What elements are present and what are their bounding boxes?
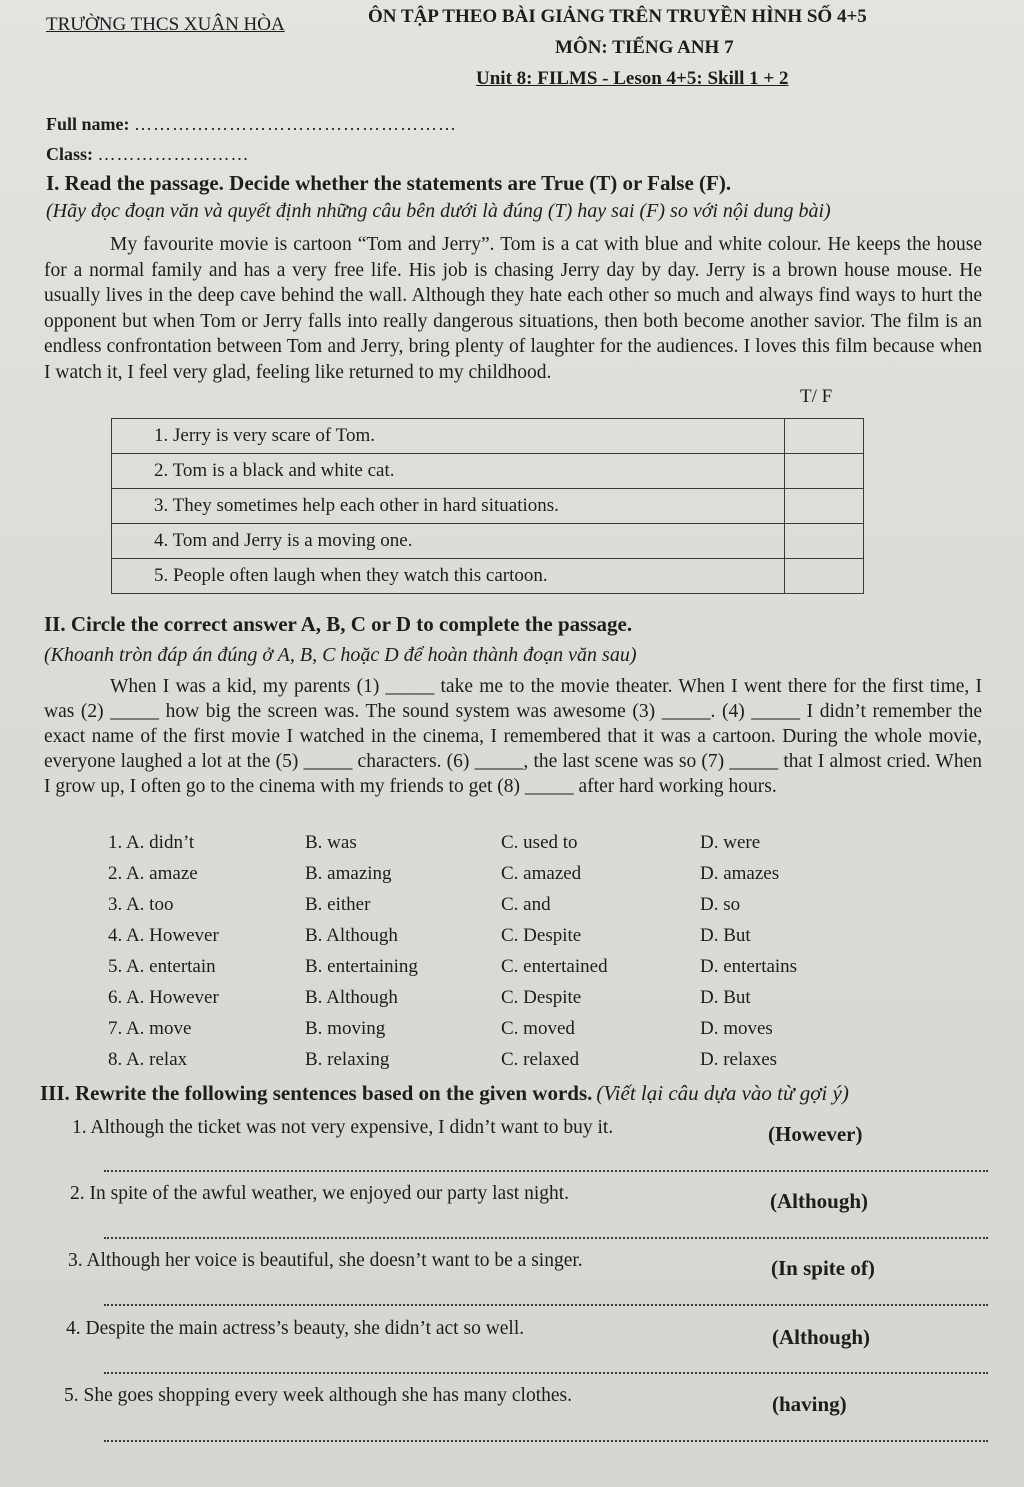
option-4c[interactable]: C. Despite [501, 925, 582, 946]
option-6b[interactable]: B. Although [305, 987, 398, 1008]
option-1b[interactable]: B. was [305, 832, 357, 853]
class-blank[interactable]: …………………… [97, 144, 250, 164]
option-7d[interactable]: D. moves [700, 1018, 773, 1039]
table-row [112, 489, 864, 524]
option-2c[interactable]: C. amazed [501, 863, 582, 884]
option-1d[interactable]: D. were [700, 832, 761, 853]
rewrite-sentence: 4. Despite the main actress’s beauty, she didn’t act so well. [66, 1318, 525, 1339]
statement-cell: 5. People often laugh when they watch this cartoon. [112, 559, 785, 594]
table-row [112, 454, 864, 489]
statement-cell: 1. Jerry is very scare of Tom. [112, 419, 785, 454]
option-2d[interactable]: D. amazes [700, 863, 780, 884]
full-name-blank[interactable]: …………………………………………… [134, 114, 457, 134]
option-5a[interactable]: 5. A. entertain [108, 956, 216, 977]
full-name-label: Full name: [46, 114, 130, 134]
table-row [112, 419, 864, 454]
answer-line[interactable] [104, 1170, 988, 1172]
class-field[interactable] [46, 144, 250, 165]
statement-cell: 2. Tom is a black and white cat. [112, 454, 785, 489]
rewrite-sentence: 3. Although her voice is beautiful, she doesn’t want to be a singer. [68, 1250, 583, 1271]
option-3a[interactable]: 3. A. too [108, 894, 174, 915]
rewrite-keyword: (However) [768, 1122, 863, 1146]
option-6a[interactable]: 6. A. However [108, 987, 219, 1008]
option-8d[interactable]: D. relaxes [700, 1049, 778, 1070]
section-3-instruction: (Viết lại câu dựa vào từ gợi ý) [596, 1081, 849, 1105]
option-2a[interactable]: 2. A. amaze [108, 863, 198, 884]
section-2-passage: When I was a kid, my parents (1) _____ take me to the movie theater. When I went there for the first time, I was (2) _____ how big the screen was. The sound system was awesome (3) _____. (4) _____ I didn’t remember the exact name of the first movie I watched in the cinema, I remembered that it was a cartoon. During the whole movie, everyone laughed a lot at the (5) _____ characters. (6) _____, the last scene was so (7) _____ that I almost cried. When I grow up, I often go to the cinema with my friends to get (8) _____ after hard working hours. [44, 676, 982, 797]
answer-cell[interactable] [785, 419, 864, 454]
rewrite-sentence: 2. In spite of the awful weather, we enjoyed our party last night. [70, 1183, 570, 1204]
section-3-heading: III. Rewrite the following sentences based on the given words. [40, 1081, 593, 1105]
table-row [112, 559, 864, 594]
option-6c[interactable]: C. Despite [501, 987, 582, 1008]
option-5c[interactable]: C. entertained [501, 956, 608, 977]
option-5d[interactable]: D. entertains [700, 956, 798, 977]
section-1-instruction: (Hãy đọc đoạn văn và quyết định những câu bên dưới là đúng (T) hay sai (F) so với nội dung bài) [46, 200, 831, 222]
rewrite-keyword: (In spite of) [771, 1256, 875, 1280]
option-8a[interactable]: 8. A. relax [108, 1049, 188, 1070]
answer-cell[interactable] [785, 489, 864, 524]
class-label: Class: [46, 144, 94, 164]
answer-cell[interactable] [785, 454, 864, 489]
rewrite-keyword: (Although) [772, 1325, 871, 1349]
option-8b[interactable]: B. relaxing [305, 1049, 390, 1070]
option-1a[interactable]: 1. A. didn’t [108, 832, 195, 853]
school-name: TRƯỜNG THCS XUÂN HÒA [46, 14, 285, 35]
option-8c[interactable]: C. relaxed [501, 1049, 580, 1070]
table-row [112, 524, 864, 559]
option-4b[interactable]: B. Although [305, 925, 398, 946]
subject-line: MÔN: TIẾNG ANH 7 [555, 37, 734, 58]
statement-cell: 3. They sometimes help each other in hard situations. [112, 489, 785, 524]
option-4d[interactable]: D. But [700, 925, 751, 946]
worksheet-title: ÔN TẬP THEO BÀI GIẢNG TRÊN TRUYỀN HÌNH SỐ 4+5 [368, 6, 867, 27]
answer-line[interactable] [104, 1237, 988, 1239]
option-7c[interactable]: C. moved [501, 1018, 575, 1039]
option-7b[interactable]: B. moving [305, 1018, 386, 1039]
option-5b[interactable]: B. entertaining [305, 956, 418, 977]
answer-line[interactable] [104, 1440, 988, 1442]
option-3d[interactable]: D. so [700, 894, 741, 915]
true-false-table [111, 418, 864, 594]
full-name-field[interactable] [46, 114, 457, 135]
answer-line[interactable] [104, 1372, 988, 1374]
section-2-heading: II. Circle the correct answer A, B, C or D to complete the passage. [44, 612, 633, 636]
option-3b[interactable]: B. either [305, 894, 371, 915]
option-1c[interactable]: C. used to [501, 832, 578, 853]
tf-column-label: T/ F [800, 386, 833, 407]
answer-cell[interactable] [785, 559, 864, 594]
answer-cell[interactable] [785, 524, 864, 559]
rewrite-sentence: 1. Although the ticket was not very expensive, I didn’t want to buy it. [72, 1117, 614, 1138]
answer-line[interactable] [104, 1304, 988, 1306]
option-7a[interactable]: 7. A. move [108, 1018, 192, 1039]
unit-line: Unit 8: FILMS - Leson 4+5: Skill 1 + 2 [476, 68, 789, 89]
section-1-passage: My favourite movie is cartoon “Tom and Jerry”. Tom is a cat with blue and white colour. He keeps the house for a normal family and has a very free life. His job is chasing Jerry day by day. Jerry is a brown house mouse. He usually lives in the deep cave behind the wall. Although they hate each other so much and always find ways to hurt the opponent but when Tom or Jerry falls into really dangerous situations, then both become another savior. The film is an endless confrontation between Tom and Jerry, bring plenty of laughter for the audiences. I loves this film because when I watch it, I feel very glad, feeling like returned to my childhood. [44, 234, 982, 383]
rewrite-sentence: 5. She goes shopping every week although she has many clothes. [64, 1385, 572, 1406]
statement-cell: 4. Tom and Jerry is a moving one. [112, 524, 785, 559]
section-2-instruction: (Khoanh tròn đáp án đúng ở A, B, C hoặc D để hoàn thành đoạn văn sau) [44, 644, 637, 666]
option-3c[interactable]: C. and [501, 894, 551, 915]
option-6d[interactable]: D. But [700, 987, 751, 1008]
section-1-heading: I. Read the passage. Decide whether the statements are True (T) or False (F). [46, 171, 732, 195]
option-2b[interactable]: B. amazing [305, 863, 392, 884]
option-4a[interactable]: 4. A. However [108, 925, 219, 946]
section-3-header [40, 1081, 849, 1106]
rewrite-keyword: (having) [772, 1392, 847, 1416]
rewrite-keyword: (Although) [770, 1189, 869, 1213]
